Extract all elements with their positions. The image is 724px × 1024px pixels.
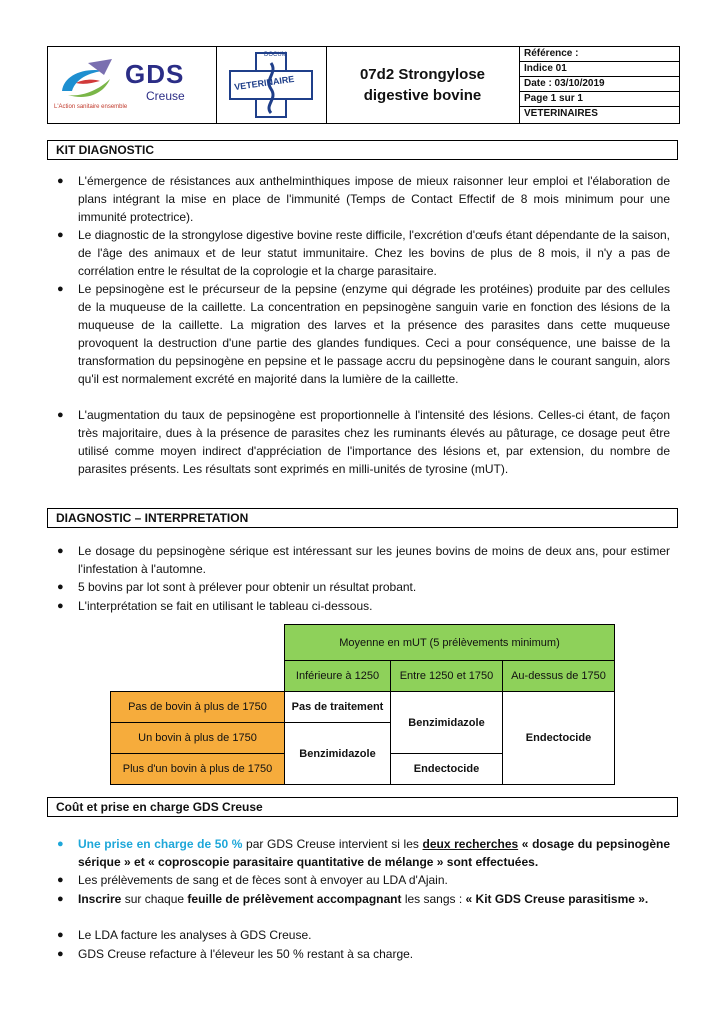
- vet-logo-text: VETERINAIRE: [233, 73, 295, 93]
- cost-paragraph-3: [78, 890, 670, 908]
- cell-benzimidazole-mid: Benzimidazole: [390, 691, 503, 754]
- cost-bold: « Kit GDS Creuse parasitisme ».: [465, 892, 649, 906]
- section-title-kit-diagnostic: KIT DIAGNOSTIC: [47, 140, 678, 160]
- section-title-cost: Coût et prise en charge GDS Creuse: [47, 797, 678, 817]
- cost-underlined: deux recherches: [422, 837, 519, 851]
- cost-text: sur chaque: [121, 892, 188, 906]
- bullet-glyph: ●: [57, 175, 64, 187]
- row-header-no-bovine: Pas de bovin à plus de 1750: [110, 691, 285, 723]
- kit-paragraph-3: Le pepsinogène est le précurseur de la pepsine (enzyme qui dégrade les protéines) produite par des cellules de la muqueuse de la caillette. La concentration en pepsinogène sanguin varie en fonction des lésions de la muqueuse de la caillette. La migration des larves et la présence des parasites dans cette muqueuse provoquent la destruction d'une partie des glandes fundiques. Ceci a pour conséquence, une baisse de la transformation du pepsinogène en pepsine et le passage accru du pepsinogène dans le courant sanguin, alors qu'il est normalement excrété en majorité dans la lumière de la caillette.: [78, 282, 670, 386]
- table-header: Moyenne en mUT (5 prélèvements minimum): [284, 624, 615, 661]
- cell-endectocide-high: Endectocide: [502, 691, 615, 785]
- cost-paragraph-1: [78, 835, 670, 871]
- bullet-glyph: ●: [57, 948, 64, 960]
- reference-block: [519, 47, 679, 123]
- ref-indice: Indice 01: [519, 62, 679, 77]
- col-header-1250-1750: Entre 1250 et 1750: [390, 660, 503, 692]
- cell-benzimidazole-low: Benzimidazole: [284, 722, 391, 785]
- kit-paragraph-1: L'émergence de résistances aux anthelminthiques impose de mieux raisonner leur emploi et l'élaboration de plans intégrant la mise en place de l'immunité (Temps de Contact Effectif de 8 mois minimum pour une immunité protectrice).: [78, 174, 670, 224]
- cost-paragraph-5: GDS Creuse refacture à l'éleveur les 50 % restant à sa charge.: [78, 947, 414, 961]
- row-header-several-bovines: Plus d'un bovin à plus de 1750: [110, 753, 285, 785]
- kit-paragraph-2: Le diagnostic de la strongylose digestive bovine reste difficile, l'excrétion d'œufs étant dépendante de la saison, de l'âge des animaux et de leur statut immunitaire. Chez les bovins de plus de 8 mois, il n'y a pas de corrélation entre le résultat de la coprologie et la charge parasitaire.: [78, 228, 670, 278]
- gds-swoosh-icon: [54, 57, 120, 103]
- bullet-glyph: ●: [57, 874, 64, 886]
- cost-tests: « dosage du pepsinogène sérique » et « coproscopie parasitaire quantitative de mélange » sont effectuées.: [78, 837, 670, 869]
- vet-logo-top: DOCUM: [264, 52, 287, 58]
- gds-logo-text: GDS: [125, 59, 185, 89]
- bullet-glyph: ●: [57, 600, 64, 612]
- row-header-one-bovine: Un bovin à plus de 1750: [110, 722, 285, 754]
- cost-text: par GDS Creuse intervient si les: [242, 837, 423, 851]
- cost-rate-highlight: Une prise en charge de 50 %: [78, 837, 243, 851]
- cost-paragraph-4: Le LDA facture les analyses à GDS Creuse.: [78, 928, 312, 942]
- bullet-glyph: ●: [57, 838, 64, 850]
- col-header-below-1250: Inférieure à 1250: [284, 660, 391, 692]
- cost-bold: Inscrire: [78, 892, 122, 906]
- title-line-2: digestive bovine: [363, 87, 482, 104]
- cell-endectocide-mid: Endectocide: [390, 753, 503, 785]
- cost-text: les sangs :: [401, 892, 466, 906]
- kit-paragraph-4: L'augmentation du taux de pepsinogène est proportionnelle à l'intensité des lésions. Celles-ci étant, de façon très majoritaire, dues à la présence de parasites chez les ruminants élevés au pâturage, ce dosage peut être utilisé comme moyen indirect d'appréciation de l'importance des lésions et, par extension, du nombre de parasites présents. Les résultats sont exprimés en milli-unités de tyrosine (mUT).: [78, 408, 670, 476]
- vet-logo-cell: [216, 47, 327, 123]
- cost-bold: feuille de prélèvement accompagnant: [187, 892, 402, 906]
- bullet-glyph: ●: [57, 581, 64, 593]
- title-line-1: 07d2 Strongylose: [359, 66, 486, 83]
- interp-paragraph-3: L'interprétation se fait en utilisant le tableau ci-dessous.: [78, 599, 373, 613]
- bullet-glyph: ●: [57, 409, 64, 421]
- gds-logo-cell: [48, 47, 217, 123]
- bullet-glyph: ●: [57, 283, 64, 295]
- col-header-above-1750: Au-dessus de 1750: [502, 660, 615, 692]
- gds-tagline: L'Action sanitaire ensemble: [54, 104, 128, 110]
- bullet-glyph: ●: [57, 229, 64, 241]
- ref-page: Page 1 sur 1: [519, 92, 679, 107]
- interp-paragraph-2: 5 bovins par lot sont à prélever pour obtenir un résultat probant.: [78, 580, 417, 594]
- section-title-diagnostic-interpretation: DIAGNOSTIC – INTERPRETATION: [47, 508, 678, 528]
- bullet-glyph: ●: [57, 929, 64, 941]
- bullet-glyph: ●: [57, 893, 64, 905]
- ref-reference: Référence :: [519, 47, 679, 62]
- bullet-glyph: ●: [57, 545, 64, 557]
- cost-paragraph-2: Les prélèvements de sang et de fèces sont à envoyer au LDA d'Ajain.: [78, 873, 448, 887]
- document-header: [47, 46, 680, 124]
- ref-audience: VETERINAIRES: [524, 108, 598, 119]
- document-title: [326, 47, 520, 123]
- interp-paragraph-1: Le dosage du pepsinogène sérique est intéressant sur les jeunes bovins de moins de deux ans, pour estimer l'infestation à l'automne.: [78, 544, 670, 576]
- gds-logo-sub: Creuse: [146, 89, 185, 103]
- cell-pas-de-traitement: Pas de traitement: [284, 691, 391, 723]
- ref-date: Date : 03/10/2019: [519, 77, 679, 92]
